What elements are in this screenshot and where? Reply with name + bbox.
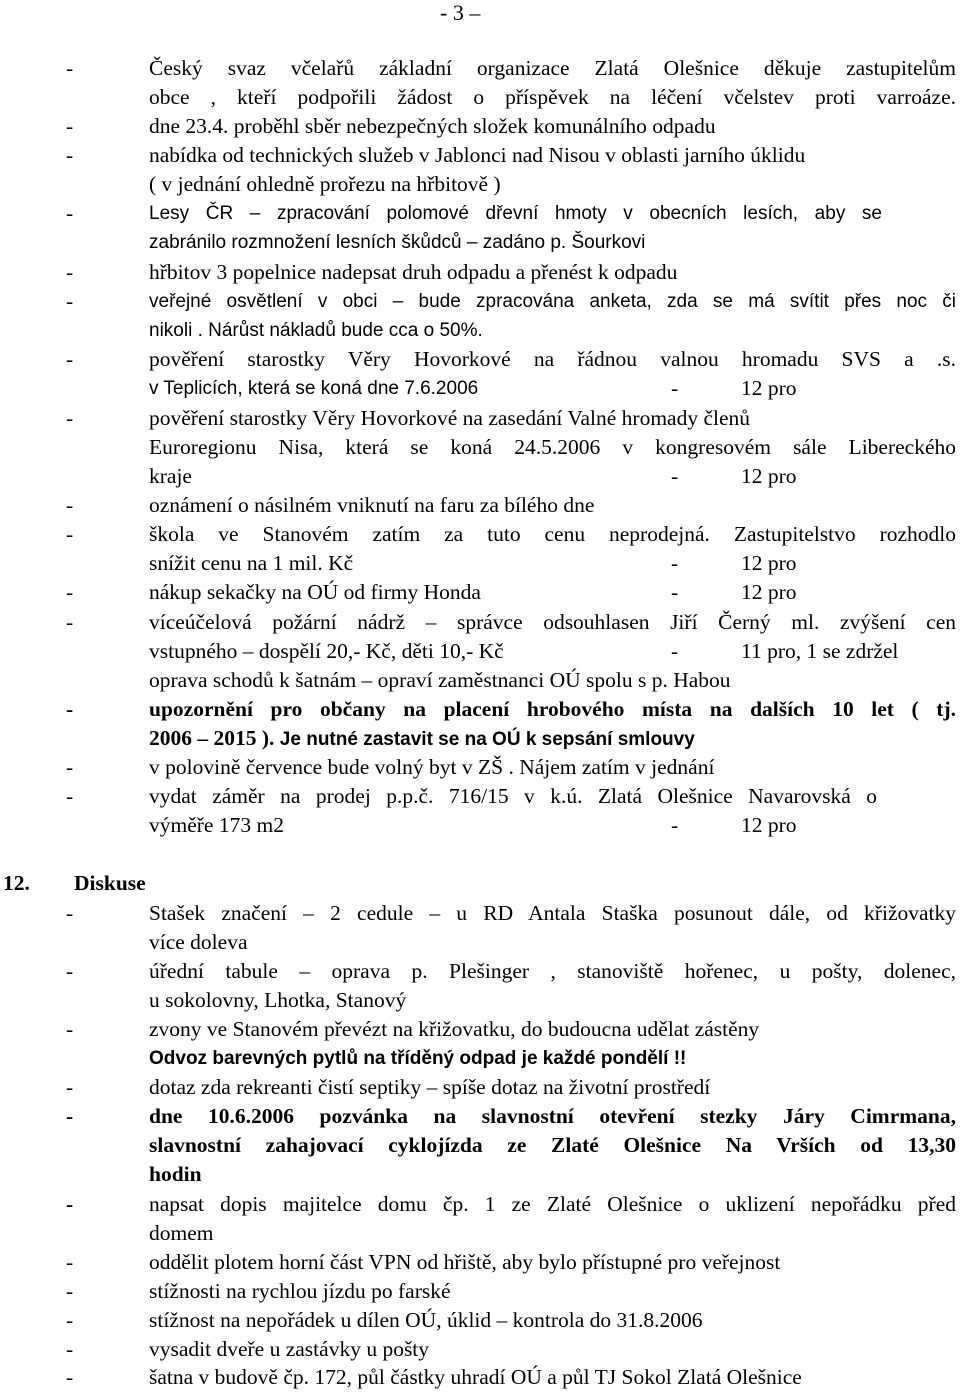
bullet-dash: - <box>66 143 74 167</box>
list-item-text: dne 23.4. proběhl sběr nebezpečných složek komunálního odpadu <box>149 114 716 138</box>
bullet-dash: - <box>66 201 74 225</box>
list-item-text: šatna v budově čp. 172, půl částky uhradí OÚ a půl TJ Sokol Zlatá Olešnice <box>149 1365 802 1389</box>
bullet-dash: - <box>66 784 74 808</box>
vote-dash: - <box>671 376 679 400</box>
list-item-text: u sokolovny, Lhotka, Stanový <box>149 988 407 1012</box>
list-item-text: hřbitov 3 popelnice nadepsat druh odpadu a přenést k odpadu <box>149 260 678 284</box>
list-item <box>0 1160 960 1189</box>
list-item <box>0 258 960 287</box>
list-item-text: Stašek značení – 2 cedule – u RD Antala Staška posunout dále, od křižovatky <box>149 901 956 925</box>
bullet-dash: - <box>66 1192 74 1216</box>
list-item-text: úřední tabule – oprava p. Plešinger , stanoviště hořenec, u pošty, dolenec, <box>149 959 956 983</box>
list-item <box>0 1102 960 1131</box>
bullet-dash: - <box>66 1337 74 1361</box>
list-item-text: škola ve Stanovém zatím za tuto cenu neprodejná. Zastupitelstvo rozhodlo <box>149 522 956 546</box>
list-item-text: veřejné osvětlení v obci – bude zpracována anketa, zda se má svítit přes noc či <box>149 291 956 312</box>
list-item <box>0 520 960 549</box>
list-item-text: vysadit dveře u zastávky u pošty <box>149 1337 430 1361</box>
list-item-text: oddělit plotem horní část VPN od hřiště, aby bylo přístupné pro veřejnost <box>149 1250 781 1274</box>
list-item <box>0 1073 960 1102</box>
vote-result: 12 pro <box>741 376 797 400</box>
bullet-dash: - <box>66 697 74 721</box>
list-item <box>0 1277 960 1306</box>
vote-dash: - <box>671 639 679 663</box>
list-item <box>0 1219 960 1248</box>
bullet-dash: - <box>66 347 74 371</box>
list-item <box>0 1335 960 1364</box>
bullet-dash: - <box>66 522 74 546</box>
list-item <box>0 957 960 986</box>
list-item <box>0 666 960 695</box>
list-item-text: v polovině července bude volný byt v ZŠ . Nájem zatím v jednání <box>149 755 715 779</box>
list-item-text: oprava schodů k šatnám – opraví zaměstnanci OÚ spolu s p. Habou <box>149 668 731 692</box>
list-item-text: víceúčelová požární nádrž – správce odsouhlasen Jiří Černý ml. zvýšení cen <box>149 610 956 634</box>
list-item-text: dotaz zda rekreanti čistí septiky – spíše dotaz na životní prostředí <box>149 1075 711 1099</box>
list-item-text: vstupného – dospělí 20,- Kč, děti 10,- Kč <box>149 639 504 663</box>
list-item-text: pověření starostky Věry Hovorkové na zasedání Valné hromady členů <box>149 406 751 430</box>
vote-dash: - <box>671 580 679 604</box>
vote-dash: - <box>671 551 679 575</box>
bullet-dash: - <box>66 1104 74 1128</box>
vote-result: 12 pro <box>741 551 797 575</box>
list-item <box>0 316 960 345</box>
bullet-dash: - <box>66 114 74 138</box>
list-item <box>0 1044 960 1073</box>
bullet-dash: - <box>66 260 74 284</box>
list-item <box>0 724 960 753</box>
section-title: Diskuse <box>74 871 146 895</box>
bullet-dash: - <box>66 1365 74 1389</box>
list-item-text: ( v jednání ohledně prořezu na hřbitově ) <box>149 172 501 196</box>
list-item-text: slavnostní zahajovací cyklojízda ze Zlaté Olešnice Na Vrších od 13,30 <box>149 1133 956 1157</box>
list-item-text <box>149 724 695 754</box>
list-item-text: více doleva <box>149 930 248 954</box>
list-item-text-part: 2006 – 2015 ). <box>149 726 280 750</box>
vote-result: 12 pro <box>741 464 797 488</box>
section-heading <box>0 869 960 898</box>
list-item <box>0 608 960 637</box>
list-item <box>0 578 960 607</box>
list-item-text: napsat dopis majitelce domu čp. 1 ze Zlaté Olešnice o uklizení nepořádku před <box>149 1192 956 1216</box>
list-item <box>0 899 960 928</box>
list-item <box>0 928 960 957</box>
list-item <box>0 141 960 170</box>
vote-result: 12 pro <box>741 813 797 837</box>
vote-dash: - <box>671 464 679 488</box>
list-item-text: zabránilo rozmnožení lesních škůdců – zadáno p. Šourkovi <box>149 232 646 253</box>
list-item-text: upozornění pro občany na placení hrobového místa na dalších 10 let ( tj. <box>149 697 956 721</box>
list-item-text: Euroregionu Nisa, která se koná 24.5.2006 v kongresovém sále Libereckého <box>149 435 956 459</box>
list-item-text: snížit cenu na 1 mil. Kč <box>149 551 354 575</box>
list-item <box>0 287 960 316</box>
page-number: - 3 – <box>440 0 481 25</box>
list-item <box>0 462 960 491</box>
list-item <box>0 753 960 782</box>
list-item-text: Odvoz barevných pytlů na tříděný odpad je každé pondělí !! <box>149 1048 687 1069</box>
list-item <box>0 1015 960 1044</box>
bullet-dash: - <box>66 1308 74 1332</box>
list-item <box>0 170 960 199</box>
list-item-text: oznámení o násilném vniknutí na faru za bílého dne <box>149 493 595 517</box>
list-item <box>0 637 960 666</box>
bullet-dash: - <box>66 493 74 517</box>
list-item-text: nabídka od technických služeb v Jablonci nad Nisou v oblasti jarního úklidu <box>149 143 806 167</box>
list-item-text: dne 10.6.2006 pozvánka na slavnostní otevření stezky Járy Cimrmana, <box>149 1104 956 1128</box>
list-item <box>0 1248 960 1277</box>
list-item-text: nikoli . Nárůst nákladů bude cca o 50%. <box>149 320 483 341</box>
bullet-dash: - <box>66 1250 74 1274</box>
list-item <box>0 54 960 83</box>
vote-dash: - <box>671 813 679 837</box>
list-item-text: výměře 173 m2 <box>149 813 284 837</box>
bullet-dash: - <box>66 1017 74 1041</box>
list-item-text-bold: Je nutné zastavit se na OÚ k sepsání smlouvy <box>279 729 695 750</box>
list-item <box>0 1306 960 1335</box>
list-item-text: Lesy ČR – zpracování polomové dřevní hmoty v obecních lesích, aby se <box>149 203 882 224</box>
list-item <box>0 782 960 811</box>
list-item-text: stížnosti na rychlou jízdu po farské <box>149 1279 451 1303</box>
section-number: 12. <box>3 871 30 895</box>
bullet-dash: - <box>66 901 74 925</box>
bullet-dash: - <box>66 959 74 983</box>
list-item <box>0 404 960 433</box>
bullet-dash: - <box>66 1075 74 1099</box>
bullet-dash: - <box>66 610 74 634</box>
list-item <box>0 199 960 228</box>
list-item-text: hodin <box>149 1162 202 1186</box>
list-item <box>0 811 960 840</box>
list-item-text: pověření starostky Věry Hovorkové na řádnou valnou hromadu SVS a .s. <box>149 347 956 371</box>
list-item <box>0 374 960 403</box>
bullet-dash: - <box>66 755 74 779</box>
list-item-text: Český svaz včelařů základní organizace Zlatá Olešnice děkuje zastupitelům <box>149 56 956 80</box>
list-item-text: vydat záměr na prodej p.p.č. 716/15 v k.ú. Zlatá Olešnice Navarovská o <box>149 784 877 808</box>
list-item <box>0 433 960 462</box>
list-item <box>0 83 960 112</box>
list-item <box>0 986 960 1015</box>
list-item-text: kraje <box>149 464 192 488</box>
list-item <box>0 491 960 520</box>
bullet-dash: - <box>66 1279 74 1303</box>
bullet-dash: - <box>66 56 74 80</box>
list-item <box>0 228 960 257</box>
list-item-text: zvony ve Stanovém převézt na křižovatku, do budoucna udělat zástěny <box>149 1017 760 1041</box>
list-item-text: stížnost na nepořádek u dílen OÚ, úklid – kontrola do 31.8.2006 <box>149 1308 703 1332</box>
list-item <box>0 345 960 374</box>
vote-result: 11 pro, 1 se zdržel <box>741 639 899 663</box>
bullet-dash: - <box>66 406 74 430</box>
list-item <box>0 1131 960 1160</box>
list-item-text: obce , kteří podpořili žádost o příspěvek na léčení včelstev proti varroáze. <box>149 85 956 109</box>
list-item-text: v Teplicích, která se koná dne 7.6.2006 <box>149 378 479 399</box>
bullet-dash: - <box>66 580 74 604</box>
list-item-text: domem <box>149 1221 214 1245</box>
vote-result: 12 pro <box>741 580 797 604</box>
list-item-text: nákup sekačky na OÚ od firmy Honda <box>149 580 481 604</box>
list-item <box>0 1190 960 1219</box>
list-item <box>0 1363 960 1392</box>
bullet-dash: - <box>66 289 74 313</box>
list-item <box>0 695 960 724</box>
list-item <box>0 112 960 141</box>
list-item <box>0 549 960 578</box>
